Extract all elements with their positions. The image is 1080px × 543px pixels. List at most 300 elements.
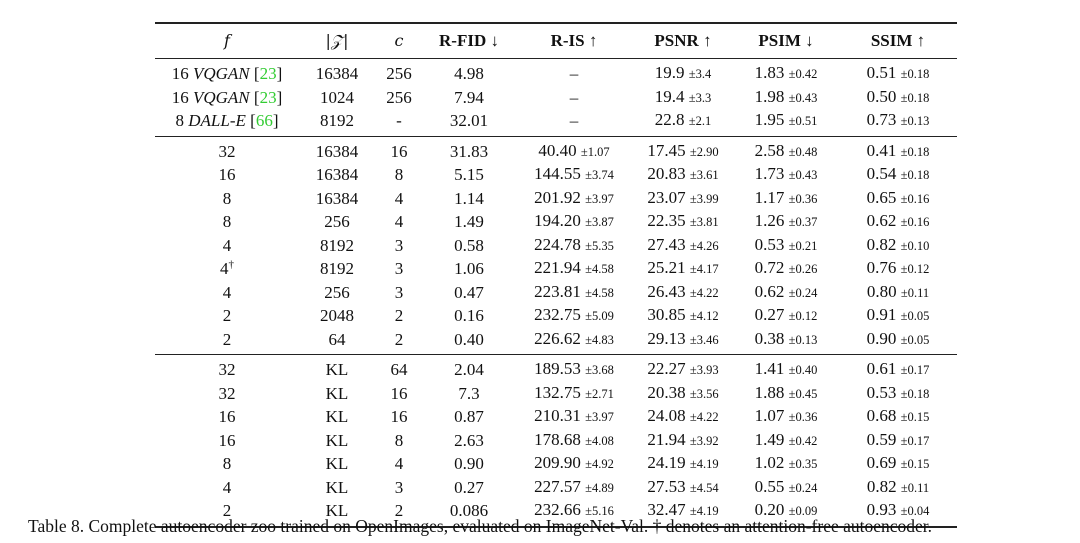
cell-ris <box>515 452 633 476</box>
cell-ssim <box>839 476 957 500</box>
cell-ssim-std: ±0.05 <box>900 309 930 323</box>
cell-ris-value: 178.68 <box>534 429 581 449</box>
section-rule-1 <box>155 136 957 137</box>
cell-z: 2048 <box>320 306 354 325</box>
cell-psnr-value: 24.08 <box>647 406 686 425</box>
cell-psnr-std: ±3.46 <box>689 332 719 347</box>
cell-psnr <box>633 328 733 352</box>
cell-ssim-value: 0.61 <box>866 359 897 378</box>
f-value: 16 <box>218 430 236 450</box>
f-value: 4 <box>222 477 232 497</box>
cell-f <box>155 304 299 328</box>
header-table <box>155 24 957 58</box>
header-z: |𝒵| <box>325 31 349 50</box>
cell-ssim <box>839 187 957 211</box>
cell-c: 16 <box>390 383 408 403</box>
cell-psim-std: ±0.42 <box>788 433 818 448</box>
cell-psnr <box>633 187 733 211</box>
model-name: DALL-E <box>188 111 246 130</box>
cell-ssim-value: 0.82 <box>866 234 897 254</box>
cell-psnr-value: 22.8 <box>654 110 685 129</box>
cell-ris <box>515 109 633 133</box>
cell-psnr-std: ±3.92 <box>689 433 719 448</box>
cell-ris-value: 226.62 <box>534 328 581 348</box>
cell-psim-value: 0.72 <box>754 258 785 277</box>
cell-psim-value: 0.55 <box>754 476 785 496</box>
cell-rfid: 0.58 <box>454 235 484 255</box>
cell-ris-value: 189.53 <box>534 359 581 378</box>
cell-ris-value: 232.75 <box>534 305 581 324</box>
cell-ris-std: ±1.07 <box>580 144 610 159</box>
cell-psim-value: 1.07 <box>754 406 785 425</box>
cell-psnr <box>633 86 733 110</box>
cell-psim-value: 1.41 <box>754 359 785 378</box>
cell-psim-value: 2.58 <box>754 140 785 160</box>
cell-psnr-std: ±4.19 <box>689 504 719 518</box>
cell-ris <box>515 429 633 453</box>
cell-psim <box>733 86 839 110</box>
cell-ris-value: 210.31 <box>534 406 581 425</box>
cell-c: 256 <box>386 87 412 107</box>
cell-psim <box>733 234 839 258</box>
cell-c: 4 <box>394 454 404 473</box>
cell-f <box>155 452 299 476</box>
cell-psnr <box>633 452 733 476</box>
cell-ris <box>515 476 633 500</box>
f-value: 8 <box>222 454 232 473</box>
cell-psnr-std: ±3.93 <box>689 363 719 377</box>
cell-psnr <box>633 476 733 500</box>
cell-psnr-std: ±4.22 <box>689 410 719 424</box>
cell-ssim-std: ±0.18 <box>900 386 930 401</box>
cell-rfid: 7.3 <box>458 383 480 403</box>
cell-psnr-value: 32.47 <box>647 500 686 519</box>
cell-psim-value: 1.49 <box>754 429 785 449</box>
table-row <box>155 281 957 305</box>
cell-ssim-value: 0.76 <box>866 258 897 277</box>
cell-ssim-value: 0.65 <box>866 187 897 207</box>
cell-psim-std: ±0.35 <box>788 457 818 471</box>
results-table <box>155 22 957 528</box>
cell-ris <box>515 210 633 234</box>
cell-psim-value: 1.95 <box>754 110 785 129</box>
cell-z: 64 <box>328 329 346 349</box>
cell-ssim-value: 0.51 <box>866 63 897 82</box>
table-row <box>155 429 957 453</box>
cell-ssim-value: 0.68 <box>866 406 897 425</box>
cell-c: 64 <box>390 360 408 379</box>
cell-ssim <box>839 382 957 406</box>
cell-ris-std: ±4.58 <box>585 262 614 276</box>
cell-z: KL <box>325 383 349 403</box>
cell-ris <box>515 382 633 406</box>
cell-z: 256 <box>324 212 350 231</box>
cell-psnr <box>633 429 733 453</box>
cell-z: 8192 <box>320 259 354 278</box>
cell-psnr <box>633 358 733 382</box>
cell-ssim-std: ±0.04 <box>900 504 930 518</box>
cell-ssim <box>839 328 957 352</box>
cell-ssim-std: ±0.18 <box>900 168 930 182</box>
cell-ris-value: 223.81 <box>534 281 581 301</box>
cell-psnr-value: 30.85 <box>647 305 686 324</box>
cell-c: 16 <box>390 141 408 161</box>
dagger-mark: † <box>228 258 234 271</box>
cell-psnr <box>633 281 733 305</box>
section-kl <box>155 358 957 523</box>
cell-psim <box>733 382 839 406</box>
cell-psim <box>733 358 839 382</box>
section-vq <box>155 140 957 352</box>
cell-psnr-std: ±4.19 <box>689 457 719 471</box>
cell-ris-std: ±4.92 <box>585 457 614 471</box>
header-f: f <box>224 31 230 50</box>
cell-ssim <box>839 234 957 258</box>
cell-psnr-value: 24.19 <box>647 453 686 472</box>
cell-psim-std: ±0.42 <box>788 67 818 81</box>
cell-ssim <box>839 140 957 164</box>
cell-f <box>155 405 299 429</box>
cell-psim <box>733 405 839 429</box>
cell-psnr-std: ±4.12 <box>689 309 719 323</box>
table-row <box>155 62 957 86</box>
cell-f: 8 DALL-E [66] <box>175 111 279 130</box>
cell-ssim <box>839 304 957 328</box>
cell-psim-std: ±0.12 <box>788 309 818 323</box>
cell-psnr-value: 22.35 <box>647 211 686 230</box>
cell-psnr-std: ±4.17 <box>689 262 719 276</box>
cell-ssim-std: ±0.17 <box>900 433 930 448</box>
cell-rfid: 0.40 <box>454 329 484 349</box>
cell-psnr-std: ±4.26 <box>689 238 719 253</box>
cell-psnr-std: ±3.99 <box>689 191 719 206</box>
cell-rfid: 4.98 <box>454 64 484 83</box>
cell-ssim-std: ±0.15 <box>900 457 930 471</box>
model-name: VQGAN <box>192 64 250 83</box>
cell-z: KL <box>325 454 349 473</box>
cell-psim-value: 0.53 <box>754 234 785 254</box>
cell-ris-std: ±5.09 <box>585 309 614 323</box>
cell-psnr <box>633 62 733 86</box>
cell-f: 16 VQGAN [23] <box>171 87 283 107</box>
cell-psnr <box>633 257 733 281</box>
cell-psim <box>733 328 839 352</box>
cell-ssim-std: ±0.18 <box>900 90 930 105</box>
section-baselines <box>155 62 957 133</box>
cell-psnr <box>633 405 733 429</box>
cell-psim-std: ±0.48 <box>788 144 818 159</box>
cell-psnr-value: 27.53 <box>647 476 686 496</box>
cell-ssim-std: ±0.18 <box>900 67 930 81</box>
cell-psim-std: ±0.45 <box>788 386 818 401</box>
cell-psnr-std: ±4.54 <box>689 480 719 495</box>
cell-c: 4 <box>394 212 404 231</box>
cell-ris <box>515 187 633 211</box>
cell-psim-value: 0.62 <box>754 281 785 301</box>
cell-ris <box>515 163 633 187</box>
cell-psim-value: 1.26 <box>754 211 785 230</box>
f-value: 2 <box>222 329 232 349</box>
cell-psim-std: ±0.21 <box>788 238 818 253</box>
cell-psim-std: ±0.43 <box>788 90 818 105</box>
cell-psim <box>733 210 839 234</box>
header-rule <box>155 58 957 59</box>
cell-ssim-std: ±0.17 <box>900 363 930 377</box>
cell-psnr-std: ±3.56 <box>689 386 719 401</box>
cell-ris-value: 132.75 <box>534 382 581 402</box>
cell-ris-std: ±4.08 <box>585 433 614 448</box>
cell-c: 8 <box>394 165 404 184</box>
cell-psim-value: 1.98 <box>754 86 785 106</box>
table-row <box>155 257 957 281</box>
cell-rfid: 31.83 <box>449 141 489 161</box>
cell-psnr-value: 29.13 <box>647 328 686 348</box>
f-value: 8 <box>175 111 185 130</box>
cell-ssim <box>839 62 957 86</box>
cell-rfid: 2.04 <box>454 360 484 379</box>
cell-ris-value: – <box>569 111 579 130</box>
cell-ssim-value: 0.41 <box>866 140 897 160</box>
cell-rfid: 0.086 <box>449 501 489 520</box>
cell-ris <box>515 304 633 328</box>
cell-z: 8192 <box>320 111 354 130</box>
cell-z: 16384 <box>315 188 359 208</box>
cell-ssim-value: 0.62 <box>866 211 897 230</box>
cell-psim-std: ±0.26 <box>788 262 818 276</box>
cell-z: 16384 <box>315 165 359 184</box>
cell-psim-std: ±0.40 <box>788 363 818 377</box>
table-row <box>155 140 957 164</box>
cell-ssim-value: 0.59 <box>866 429 897 449</box>
cell-psim <box>733 257 839 281</box>
f-value: 16 <box>218 165 236 184</box>
f-value: 4 <box>222 235 232 255</box>
cell-ssim-std: ±0.13 <box>900 114 930 128</box>
cell-c: 3 <box>394 282 404 302</box>
cell-psnr-std: ±3.81 <box>689 215 719 229</box>
cell-c: 3 <box>394 235 404 255</box>
cell-ssim-std: ±0.05 <box>900 332 930 347</box>
cell-ssim-value: 0.91 <box>866 305 897 324</box>
cell-psnr-value: 25.21 <box>647 258 686 277</box>
cell-ris-std: ±3.68 <box>585 363 614 377</box>
header-row <box>155 24 957 58</box>
f-value: 8 <box>222 212 232 231</box>
citation-ref: 23 <box>259 87 277 107</box>
cell-z: KL <box>325 477 349 497</box>
cell-rfid: 1.06 <box>454 259 484 278</box>
cell-ssim <box>839 358 957 382</box>
cell-psim <box>733 163 839 187</box>
table-row <box>155 382 957 406</box>
cell-ssim-std: ±0.11 <box>900 285 930 300</box>
cell-psim-value: 1.88 <box>754 382 785 402</box>
cell-psnr-std: ±3.4 <box>688 67 712 81</box>
f-value: 4 <box>220 259 229 278</box>
cell-psnr-value: 27.43 <box>647 234 686 254</box>
cell-ris-value: 201.92 <box>534 187 581 207</box>
cell-psim <box>733 281 839 305</box>
f-value: 2 <box>222 501 232 520</box>
cell-z: KL <box>325 407 349 426</box>
cell-ris-value: 194.20 <box>534 211 581 230</box>
cell-psim-std: ±0.36 <box>788 410 818 424</box>
cell-ris <box>515 62 633 86</box>
table-row <box>155 86 957 110</box>
cell-psnr <box>633 210 733 234</box>
cell-psnr-value: 23.07 <box>647 187 686 207</box>
cell-c: 2 <box>394 329 404 349</box>
cell-c: 3 <box>394 477 404 497</box>
cell-ssim-value: 0.73 <box>866 110 897 129</box>
cell-psnr-value: 20.83 <box>647 164 686 183</box>
cell-c: 2 <box>394 501 404 520</box>
f-value: 32 <box>218 360 236 379</box>
cell-f <box>155 281 299 305</box>
cell-psim <box>733 476 839 500</box>
cell-psim-std: ±0.13 <box>788 332 818 347</box>
citation-ref: 66 <box>255 111 273 130</box>
cell-psim <box>733 109 839 133</box>
cell-psnr-std: ±3.61 <box>689 168 719 182</box>
cell-psim <box>733 452 839 476</box>
cell-psnr-std: ±3.3 <box>688 90 712 105</box>
cell-rfid: 2.63 <box>454 430 484 450</box>
table-caption: Table 8. Complete autoencoder zoo trained on OpenImages, evaluated on ImageNet-Val. † denotes an attention-free autoencoder. <box>28 516 933 536</box>
f-value: 16 <box>218 407 236 426</box>
cell-psim <box>733 304 839 328</box>
cell-ris <box>515 358 633 382</box>
cell-f <box>155 476 299 500</box>
cell-ris-value: 209.90 <box>534 453 581 472</box>
cell-ris-value: 224.78 <box>534 234 581 254</box>
cell-ris-std: ±3.74 <box>585 168 614 182</box>
cell-psnr <box>633 234 733 258</box>
table-row <box>155 405 957 429</box>
cell-psnr-std: ±2.90 <box>689 144 719 159</box>
header-c: c <box>394 31 404 50</box>
cell-psim <box>733 187 839 211</box>
cell-psim-value: 1.17 <box>754 187 785 207</box>
cell-psim-value: 0.27 <box>754 305 785 324</box>
cell-psim <box>733 140 839 164</box>
cell-ssim <box>839 405 957 429</box>
cell-rfid: 0.90 <box>454 454 484 473</box>
cell-ris <box>515 140 633 164</box>
header-ris: R-IS ↑ <box>550 31 598 50</box>
cell-ris-std: ±5.16 <box>585 504 614 518</box>
cell-psim-value: 1.02 <box>754 453 785 472</box>
f-value: 16 <box>171 64 189 83</box>
cell-psim-value: 1.73 <box>754 164 785 183</box>
cell-c: 3 <box>394 259 404 278</box>
cell-ris-std: ±4.89 <box>585 480 614 495</box>
cell-rfid: 1.14 <box>454 188 484 208</box>
cell-f <box>155 382 299 406</box>
cell-c: 256 <box>386 64 412 83</box>
cell-c: 8 <box>394 430 404 450</box>
header-ssim: SSIM ↑ <box>870 31 926 50</box>
cell-ssim <box>839 257 957 281</box>
cell-ssim-value: 0.82 <box>866 476 897 496</box>
cell-psim-value: 0.20 <box>754 500 785 519</box>
table-row <box>155 476 957 500</box>
cell-ssim-std: ±0.16 <box>900 191 930 206</box>
f-value: 2 <box>222 306 232 325</box>
cell-rfid: 5.15 <box>454 165 484 184</box>
cell-f: 16 VQGAN [23] <box>171 64 283 83</box>
cell-psim <box>733 62 839 86</box>
cell-f <box>155 429 299 453</box>
cell-psnr-value: 21.94 <box>647 429 686 449</box>
cell-psnr-value: 19.9 <box>654 63 685 82</box>
cell-ris-value: 227.57 <box>534 476 581 496</box>
cell-rfid: 32.01 <box>449 111 489 130</box>
cell-f <box>155 358 299 382</box>
cell-psim-std: ±0.24 <box>788 480 818 495</box>
cell-ris-value: 221.94 <box>534 258 581 277</box>
cell-ssim <box>839 109 957 133</box>
cell-ssim-value: 0.50 <box>866 86 897 106</box>
cell-f <box>155 163 299 187</box>
cell-psim-std: ±0.37 <box>788 215 818 229</box>
cell-psim-std: ±0.43 <box>788 168 818 182</box>
cell-z: KL <box>325 360 349 379</box>
cell-psnr-value: 20.38 <box>647 382 686 402</box>
cell-psnr-value: 26.43 <box>647 281 686 301</box>
cell-psnr <box>633 382 733 406</box>
cell-f <box>155 328 299 352</box>
cell-ssim <box>839 86 957 110</box>
cell-ssim-std: ±0.11 <box>900 480 930 495</box>
cell-ssim-std: ±0.10 <box>900 238 930 253</box>
f-value: 16 <box>171 87 189 107</box>
cell-psnr <box>633 163 733 187</box>
cell-psnr-std: ±2.1 <box>688 114 712 128</box>
cell-ris-value: 40.40 <box>538 140 577 160</box>
cell-ssim-value: 0.90 <box>866 328 897 348</box>
f-value: 32 <box>218 383 236 403</box>
cell-c: 4 <box>394 188 404 208</box>
cell-ssim <box>839 452 957 476</box>
table-row <box>155 109 957 133</box>
cell-psim-value: 1.83 <box>754 63 785 82</box>
f-value: 8 <box>222 188 232 208</box>
cell-ris <box>515 86 633 110</box>
cell-ssim-std: ±0.12 <box>900 262 930 276</box>
cell-ris-value: 144.55 <box>534 164 581 183</box>
cell-ris <box>515 281 633 305</box>
table-row <box>155 304 957 328</box>
cell-psnr <box>633 140 733 164</box>
cell-ssim <box>839 210 957 234</box>
cell-psim-std: ±0.51 <box>788 114 818 128</box>
cell-rfid: 0.87 <box>454 407 484 426</box>
cell-ssim-value: 0.69 <box>866 453 897 472</box>
cell-z: 256 <box>324 282 350 302</box>
table-row <box>155 234 957 258</box>
cell-psnr <box>633 109 733 133</box>
cell-ris <box>515 234 633 258</box>
cell-ris-value: 232.66 <box>534 500 581 519</box>
cell-ris <box>515 405 633 429</box>
cell-z: 1024 <box>320 87 354 107</box>
cell-z: KL <box>325 501 349 520</box>
table-row <box>155 358 957 382</box>
cell-z: KL <box>325 430 349 450</box>
cell-psnr-value: 22.27 <box>647 359 686 378</box>
cell-ris-std: ±3.97 <box>585 410 614 424</box>
